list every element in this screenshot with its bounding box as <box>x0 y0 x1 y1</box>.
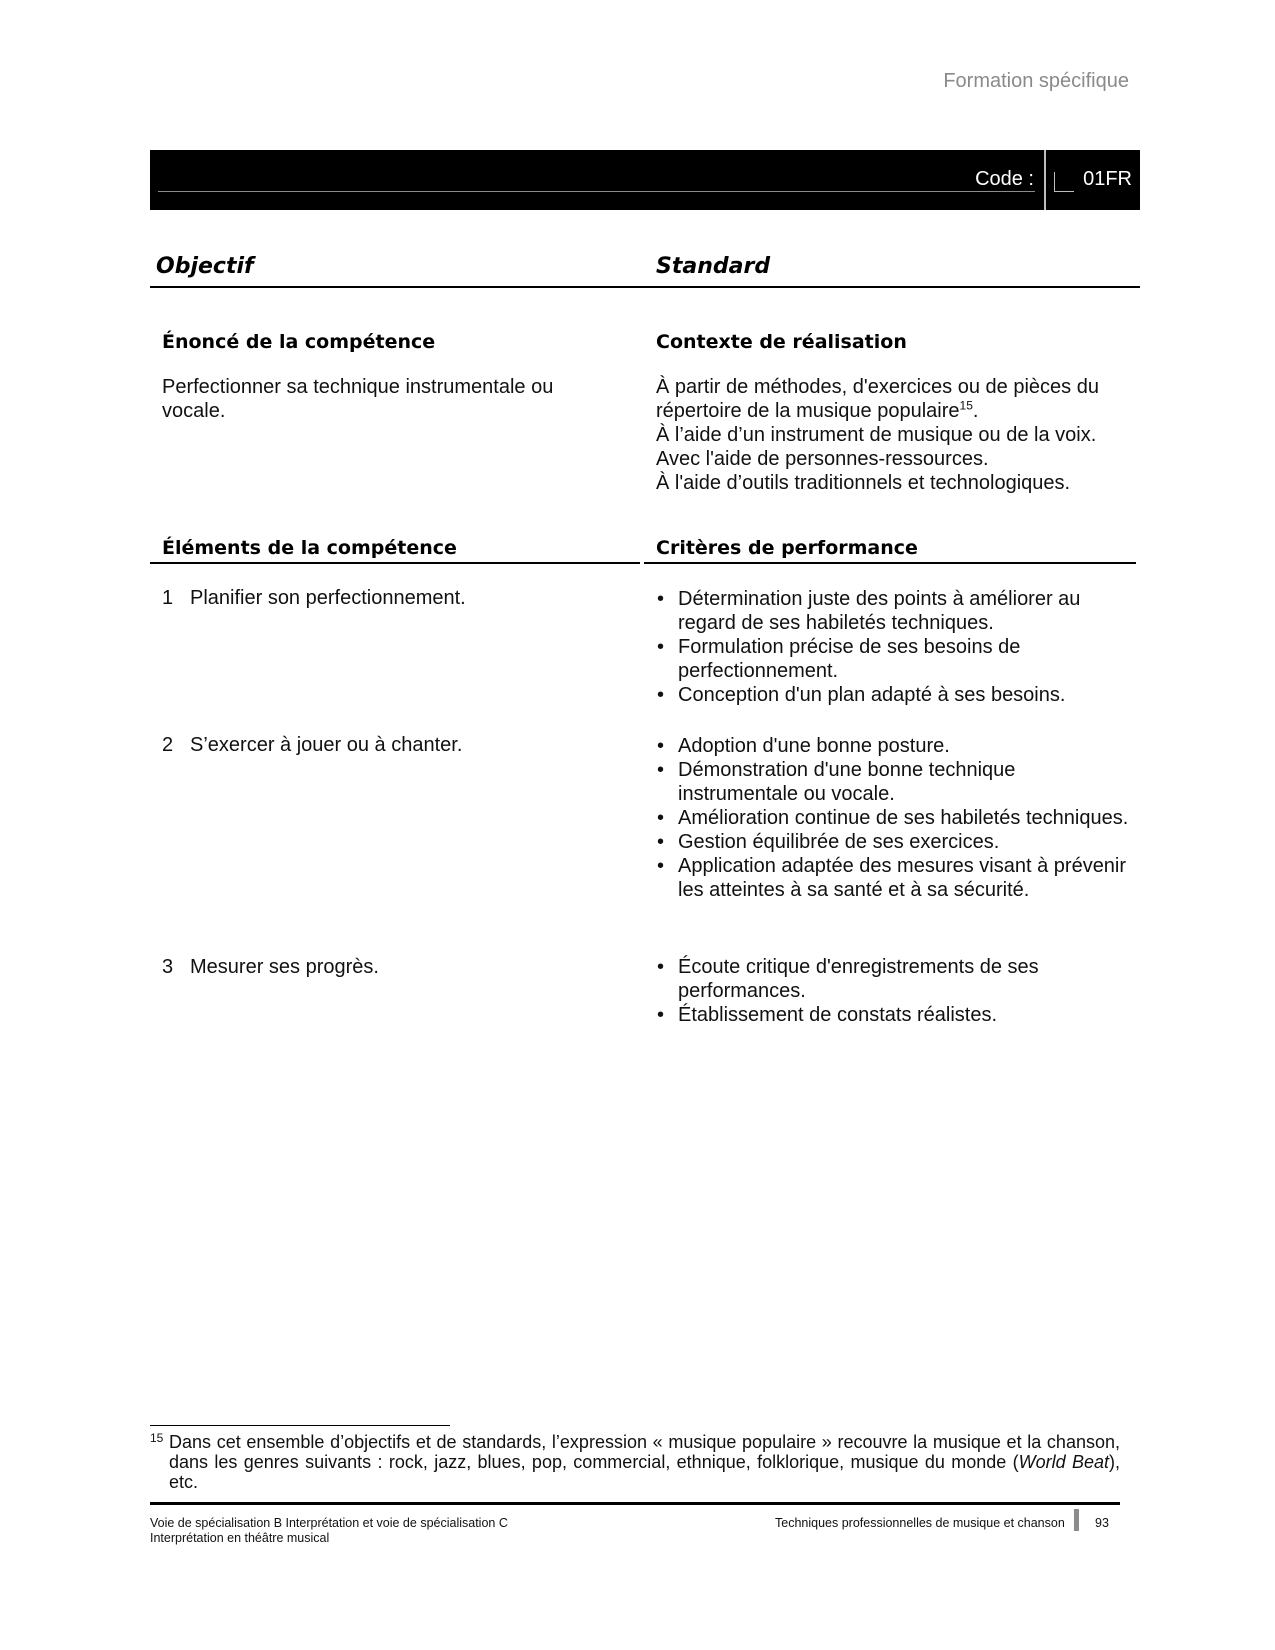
footer-program-line-2: Interprétation en théâtre musical <box>150 1531 330 1545</box>
footer-divider <box>1074 1509 1079 1531</box>
footer-program <box>150 1516 550 1546</box>
footnote <box>150 1432 1120 1492</box>
code-field-tick-base <box>1054 191 1074 192</box>
footnote-text <box>150 1432 1120 1492</box>
criterion-item: • Amélioration continue de ses habiletés techniques. <box>656 806 1136 830</box>
contexte-line-3: Avec l'aide de personnes-ressources. <box>656 448 989 470</box>
criterion-item: • Écoute critique d'enregistrements de ses performances. <box>656 955 1126 1003</box>
criteria-list-1 <box>656 587 1126 707</box>
element-text: Mesurer ses progrès. <box>190 956 379 978</box>
criterion-item: • Gestion équilibrée de ses exercices. <box>656 830 1136 854</box>
criterion-item: • Adoption d'une bonne posture. <box>656 734 1136 758</box>
contexte-line-4: À l'aide d’outils traditionnels et technologiques. <box>656 472 1071 494</box>
footer-rule <box>150 1502 1120 1505</box>
contexte-line-1: À partir de méthodes, d'exercices ou de pièces du répertoire de la musique populaire <box>656 376 1099 422</box>
enonce-text: Perfectionner sa technique instrumentale ou vocale. <box>162 376 554 422</box>
criteres-heading-rule <box>644 562 1136 564</box>
criterion-item: • Établissement de constats réalistes. <box>656 1003 1126 1027</box>
criterion-item: • Conception d'un plan adapté à ses besoins. <box>656 683 1126 707</box>
footnote-text-end: ), etc. <box>169 1452 1120 1492</box>
competence-element-1 <box>162 586 632 610</box>
criterion-item: • Formulation précise de ses besoins de perfectionnement. <box>656 635 1126 683</box>
page-number: 93 <box>1095 1516 1109 1530</box>
footnote-number: 15 <box>150 1431 164 1445</box>
footnote-text-italic: World Beat <box>1018 1452 1109 1472</box>
footer-program-line-1: Voie de spécialisation B Interprétation et voie de spécialisation C <box>150 1516 508 1530</box>
criterion-item: • Détermination juste des points à améliorer au regard de ses habiletés techniques. <box>656 587 1126 635</box>
elements-heading-rule <box>150 562 640 564</box>
code-value: 01FR <box>1083 168 1132 190</box>
element-number: 3 <box>162 956 174 978</box>
criterion-item: • Application adaptée des mesures visant à prévenir les atteintes à sa santé et à sa sécurité. <box>656 854 1136 902</box>
element-number: 1 <box>162 587 174 609</box>
enonce-heading: Énoncé de la compétence <box>162 331 436 353</box>
competence-element-2 <box>162 733 632 757</box>
criteria-list-3 <box>656 955 1126 1027</box>
contexte-text <box>656 375 1136 495</box>
competence-element-3 <box>162 955 632 979</box>
contexte-heading: Contexte de réalisation <box>656 331 907 353</box>
section-header: Formation spécifique <box>943 70 1129 92</box>
element-text: Planifier son perfectionnement. <box>190 587 466 609</box>
footnote-separator <box>150 1425 450 1426</box>
footer-title: Techniques professionnelles de musique et chanson <box>775 1516 1065 1530</box>
footnote-text-main: Dans cet ensemble d’objectifs et de standards, l’expression « musique populaire » recouvre la musique et la chanson, dans les genres suivants : rock, jazz, blues, pop, commercial, ethnique, folklorique, musique du monde ( <box>169 1432 1120 1472</box>
code-separator <box>1044 150 1046 210</box>
contexte-line-1-end: . <box>972 400 979 422</box>
code-bar-line <box>158 191 1035 192</box>
footnote-reference: 15 <box>959 398 973 413</box>
column-heading-standard: Standard <box>656 254 771 279</box>
criteres-heading: Critères de performance <box>656 537 918 559</box>
column-heading-objectif: Objectif <box>156 254 254 279</box>
code-label: Code : <box>975 168 1034 190</box>
code-bar <box>150 150 1140 210</box>
elements-heading: Éléments de la compétence <box>162 537 457 559</box>
criteria-list-2 <box>656 734 1136 902</box>
contexte-line-2: À l’aide d’un instrument de musique ou de la voix. <box>656 424 1097 446</box>
element-number: 2 <box>162 734 174 756</box>
criterion-item: • Démonstration d'une bonne technique instrumentale ou vocale. <box>656 758 1136 806</box>
element-text: S’exercer à jouer ou à chanter. <box>190 734 463 756</box>
column-heading-rule <box>150 286 1140 288</box>
